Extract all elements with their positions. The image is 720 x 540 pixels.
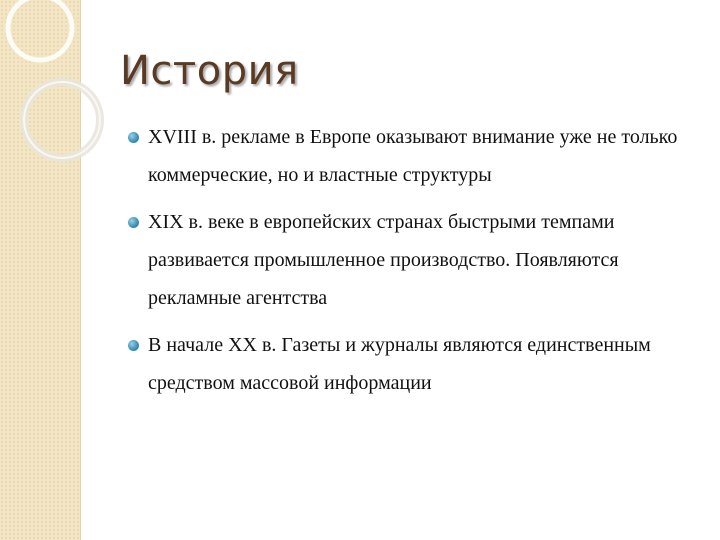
- bullet-item: [128, 326, 688, 402]
- bullet-item: [128, 203, 688, 317]
- slide-title: История: [120, 48, 299, 94]
- bullet-text: В начале XX в. Газеты и журналы являются единственным средством массовой информации: [148, 334, 651, 394]
- bullet-text: XVIII в. рекламе в Европе оказывают внимание уже не только коммерческие, но и властные структуры: [148, 126, 678, 186]
- bullet-icon: [128, 132, 139, 143]
- bullet-icon: [128, 217, 139, 228]
- bullet-text: XIX в. веке в европейских странах быстрыми темпами развивается промышленное производство. Появляются рекламные агентства: [148, 211, 619, 309]
- bullet-item: [128, 118, 688, 194]
- bullet-icon: [128, 340, 139, 351]
- bullet-list: [128, 118, 688, 411]
